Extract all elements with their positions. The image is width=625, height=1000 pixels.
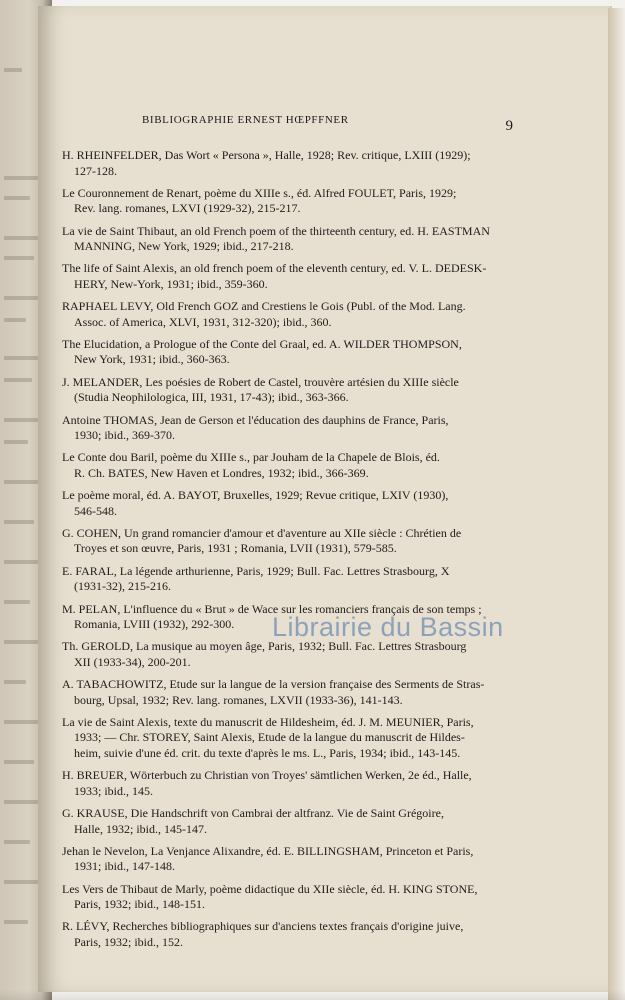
page-edge-right — [608, 8, 625, 1000]
entry-line: Halle, 1932; ibid., 145-147. — [74, 821, 207, 836]
bibliography-entry — [62, 299, 514, 330]
entry-line: La vie de Saint Thibaut, an old French poem of the thirteenth century, ed. H. EASTMAN — [62, 223, 490, 238]
entry-line: The Elucidation, a Prologue of the Conte del Graal, ed. A. WILDER THOMPSON, — [62, 336, 462, 351]
entry-line: A. TABACHOWITZ, Etude sur la langue de la version française des Serments de Stras- — [62, 677, 485, 692]
bibliography-entry — [62, 450, 514, 481]
bibliography-entry — [62, 261, 514, 292]
bibliography-entry — [62, 715, 514, 762]
bibliography-entry — [62, 882, 514, 913]
entry-line: 127-128. — [74, 163, 117, 178]
entry-line: heim, suivie d'une éd. crit. du texte d'après le ms. L., Paris, 1934; ibid., 143-145. — [74, 745, 461, 760]
entry-line: XII (1933-34), 200-201. — [74, 654, 191, 669]
bibliography-entry — [62, 337, 514, 368]
bibliography-entry — [62, 806, 514, 837]
bibliography-entry — [62, 148, 514, 179]
entry-line: Le Couronnement de Renart, poème du XIIIe s., éd. Alfred FOULET, Paris, 1929; — [62, 185, 457, 200]
entry-line: R. LÉVY, Recherches bibliographiques sur d'anciens textes français d'origine juive, — [62, 919, 464, 934]
entry-line: New York, 1931; ibid., 360-363. — [74, 352, 230, 367]
entry-line: (Studia Neophilologica, III, 1931, 17-43); ibid., 363-366. — [74, 390, 349, 405]
entry-line: (1931-32), 215-216. — [74, 579, 171, 594]
bibliography-entry — [62, 375, 514, 406]
entry-line: RAPHAEL LEVY, Old French GOZ and Crestiens le Gois (Publ. of the Mod. Lang. — [62, 299, 466, 314]
bibliography-entry — [62, 844, 514, 875]
entry-line: H. BREUER, Wörterbuch zu Christian von Troyes' sämtlichen Werken, 2e éd., Halle, — [62, 768, 472, 783]
watermark: Librairie du Bassin — [272, 612, 504, 642]
bibliography-entry — [62, 564, 514, 595]
page-number: 9 — [505, 118, 513, 134]
entry-line: MANNING, New York, 1929; ibid., 217-218. — [74, 239, 294, 254]
bibliography-entry — [62, 413, 514, 444]
entry-line: Troyes et son œuvre, Paris, 1931 ; Romania, LVII (1931), 579-585. — [74, 541, 397, 556]
entry-line: M. PELAN, L'influence du « Brut » de Wace sur les romanciers français de son temps ; — [62, 601, 482, 616]
bibliography-entry — [62, 488, 514, 519]
entry-line: Rev. lang. romanes, LXVI (1929-32), 215-217. — [74, 201, 301, 216]
entry-line: G. KRAUSE, Die Handschrift von Cambrai der altfranz. Vie de Saint Grégoire, — [62, 806, 444, 821]
bibliography-entry — [62, 186, 514, 217]
bibliography-entry — [62, 639, 514, 670]
entry-line: 546-548. — [74, 503, 117, 518]
entry-line: Romania, LVIII (1932), 292-300. — [74, 617, 235, 632]
entry-line: Assoc. of America, XLVI, 1931, 312-320); ibid., 360. — [74, 314, 332, 329]
bibliography-entry — [62, 677, 514, 708]
entry-line: Paris, 1932; ibid., 148-151. — [74, 897, 205, 912]
entry-line: Antoine THOMAS, Jean de Gerson et l'éducation des dauphins de France, Paris, — [62, 412, 449, 427]
entry-line: Jehan le Nevelon, La Venjance Alixandre, éd. E. BILLINGSHAM, Princeton et Paris, — [62, 843, 474, 858]
entry-line: Paris, 1932; ibid., 152. — [74, 934, 184, 949]
entry-line: Les Vers de Thibaut de Marly, poème didactique du XIIe siècle, éd. H. KING STONE, — [62, 881, 478, 896]
entry-line: Le Conte dou Baril, poème du XIIIe s., par Jouham de la Chapele de Blois, éd. — [62, 450, 440, 465]
entry-line: E. FARAL, La légende arthurienne, Paris, 1929; Bull. Fac. Lettres Strasbourg, X — [62, 563, 450, 578]
bibliography-entry — [62, 224, 514, 255]
entry-line: 1930; ibid., 369-370. — [74, 428, 175, 443]
entry-line: HERY, New-York, 1931; ibid., 359-360. — [74, 276, 268, 291]
entry-line: bourg, Upsal, 1932; Rev. lang. romanes, LXVII (1933-36), 141-143. — [74, 692, 403, 707]
bibliography-entry — [62, 919, 514, 950]
entry-line: The life of Saint Alexis, an old french poem of the eleventh century, ed. V. L. DEDESK- — [62, 261, 487, 276]
entry-line: 1933; ibid., 145. — [74, 783, 154, 798]
entry-line: La vie de Saint Alexis, texte du manuscrit de Hildesheim, éd. J. M. MEUNIER, Paris, — [62, 714, 474, 729]
entry-line: Th. GEROLD, La musique au moyen âge, Paris, 1932; Bull. Fac. Lettres Strasbourg — [62, 639, 467, 654]
entry-line: Le poème moral, éd. A. BAYOT, Bruxelles, 1929; Revue critique, LXIV (1930), — [62, 488, 449, 503]
entry-line: J. MELANDER, Les poésies de Robert de Castel, trouvère artésien du XIIIe siècle — [62, 374, 459, 389]
entry-line: R. Ch. BATES, New Haven et Londres, 1932; ibid., 366-369. — [74, 465, 369, 480]
bibliography-entry — [62, 768, 514, 799]
entry-line: H. RHEINFELDER, Das Wort « Persona », Halle, 1928; Rev. critique, LXIII (1929); — [62, 148, 471, 162]
running-header: BIBLIOGRAPHIE ERNEST HŒPFFNER — [142, 114, 349, 126]
entry-line: G. COHEN, Un grand romancier d'amour et d'aventure au XIIe siècle : Chrétien de — [62, 525, 462, 540]
entry-line: 1931; ibid., 147-148. — [74, 859, 175, 874]
entry-line: 1933; — Chr. STOREY, Saint Alexis, Etude de la langue du manuscrit de Hildes- — [74, 730, 465, 745]
bibliography-list — [62, 148, 514, 957]
bibliography-entry — [62, 526, 514, 557]
bibliography-entry — [62, 602, 514, 633]
